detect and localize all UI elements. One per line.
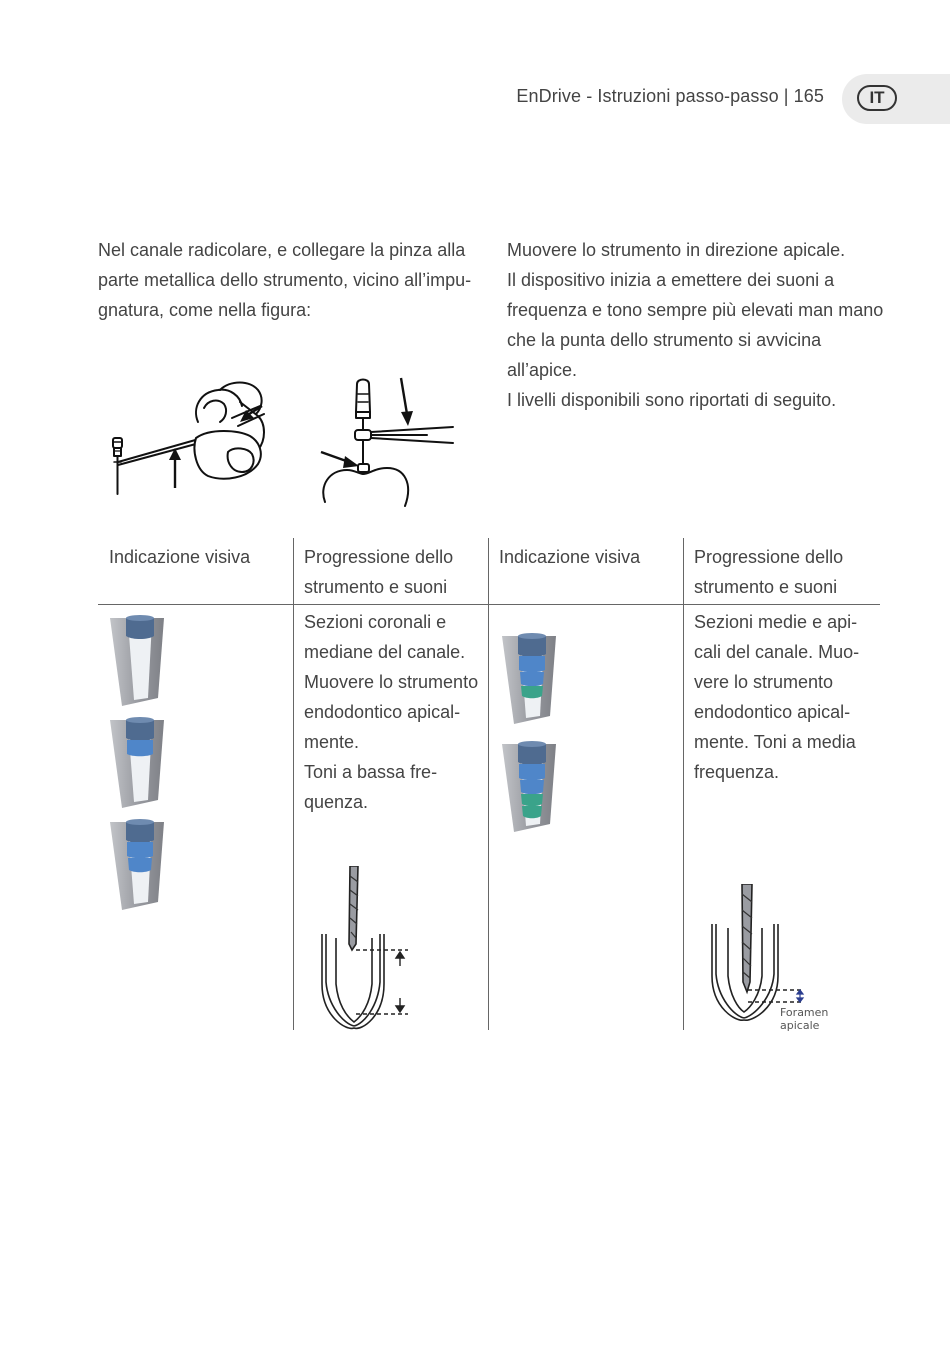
root-indicator-level-5: [502, 741, 556, 832]
clip-hand-illustration: [100, 378, 275, 503]
table-header-rule: [98, 604, 880, 605]
table-header-line: Progressione dello: [304, 547, 454, 567]
intro-left-line: Nel canale radicolare, e collegare la pinza alla: [98, 240, 466, 260]
root-indicator-level-2: [110, 717, 164, 808]
visual-indicator-column-1: [108, 612, 170, 912]
progression-text-2: [694, 607, 859, 787]
table-column-divider: [488, 538, 489, 1030]
intro-right-line: Muovere lo strumento in direzione apicale.: [507, 240, 846, 260]
intro-right-line: Il dispositivo inizia a emettere dei suoni a: [507, 270, 835, 290]
foramen-label: apicale: [780, 1019, 820, 1032]
table-column-divider: [293, 538, 294, 1030]
progression-line: quenza.: [304, 792, 369, 812]
progression-line: frequenza.: [694, 762, 780, 782]
visual-indicator-column-3: [500, 630, 562, 850]
language-badge: IT: [857, 85, 897, 111]
progression-line: Sezioni coronali e: [304, 612, 447, 632]
intro-right-line: frequenza e tono sempre più elevati man mano: [507, 300, 884, 320]
progression-line: Toni a bassa fre-: [304, 762, 438, 782]
intro-left-paragraph: [98, 235, 478, 325]
foramen-label: Foramen: [780, 1006, 829, 1019]
table-header-line: strumento e suoni: [304, 577, 448, 597]
progression-text-1: [304, 607, 478, 817]
progression-line: Muovere lo strumento: [304, 672, 479, 692]
table-header-progression-2: [694, 542, 843, 602]
progression-line: endodontico apical-: [694, 702, 851, 722]
intro-left-line: gnatura, come nella figura:: [98, 300, 312, 320]
progression-line: mente.: [304, 732, 360, 752]
progression-line: mente. Toni a media: [694, 732, 856, 752]
progression-line: vere lo strumento: [694, 672, 834, 692]
table-header-progression-1: [304, 542, 453, 602]
progression-line: mediane del canale.: [304, 642, 466, 662]
canal-diagram-apical: [706, 884, 838, 1036]
progression-line: cali del canale. Muo-: [694, 642, 860, 662]
intro-right-line: I livelli disponibili sono riportati di seguito.: [507, 390, 837, 410]
table-header-line: strumento e suoni: [694, 577, 838, 597]
page-header-title: EnDrive - Istruzioni passo-passo | 165: [516, 86, 824, 106]
canal-diagram-coronal: [316, 866, 416, 1031]
table-header-visual-1: Indicazione visiva: [109, 547, 251, 567]
intro-right-paragraph: [507, 235, 887, 415]
root-indicator-level-4: [502, 633, 556, 724]
progression-line: Sezioni medie e api-: [694, 612, 858, 632]
intro-left-line: parte metallica dello strumento, vicino all’impu-: [98, 270, 472, 290]
root-indicator-level-3: [110, 819, 164, 910]
table-column-divider: [683, 538, 684, 1030]
tooth-clip-illustration: [315, 372, 460, 508]
table-header-line: Progressione dello: [694, 547, 844, 567]
progression-line: endodontico apical-: [304, 702, 461, 722]
intro-right-line: che la punta dello strumento si avvicina: [507, 330, 822, 350]
table-header-visual-2: Indicazione visiva: [499, 547, 641, 567]
intro-right-line: all’apice.: [507, 360, 578, 380]
indication-table: [98, 538, 880, 1030]
root-indicator-level-1: [110, 615, 164, 706]
